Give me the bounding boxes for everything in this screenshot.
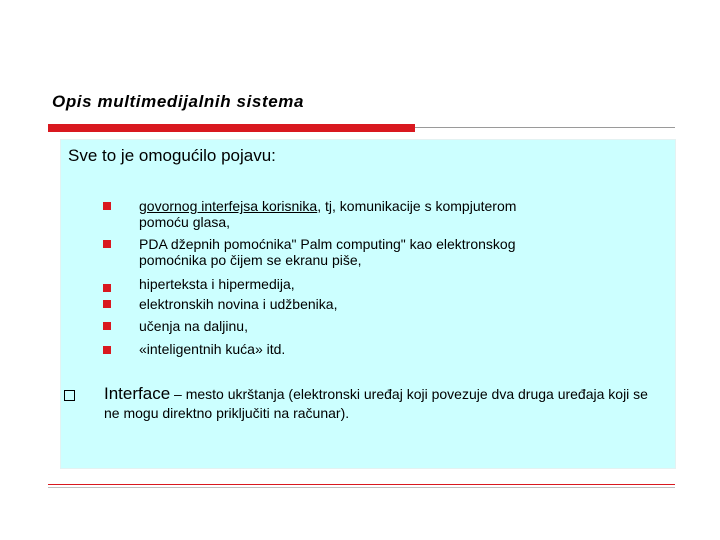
interface-description: – mesto ukrštanja (elektronski uređaj koji povezuje dva druga uređaja koji se ne mogu direktno priključiti na računar).	[104, 386, 648, 421]
bullet-text: PDA džepnih pomoćnika" Palm computing" kao elektronskog	[139, 236, 516, 252]
bullet-item: učenja na daljinu,	[139, 318, 248, 334]
interface-term: Interface	[104, 384, 171, 403]
bottom-rule-gray	[48, 487, 675, 488]
bullet-text-continued: pomoću glasa,	[139, 214, 231, 230]
bullet-marker	[103, 240, 111, 248]
bullet-marker	[103, 202, 111, 210]
interface-definition	[104, 384, 664, 423]
bullet-marker	[103, 346, 111, 354]
hollow-square-bullet	[64, 390, 75, 401]
bullet-item	[139, 198, 659, 230]
title-rule-gray	[415, 127, 675, 128]
bullet-underlined-text: govornog interfejsa korisnika	[139, 198, 318, 214]
slide-title: Opis multimedijalnih sistema	[52, 92, 305, 111]
bullet-item	[139, 236, 659, 268]
bottom-rule-red	[48, 484, 675, 485]
bullet-item: «inteligentnih kuća» itd.	[139, 341, 286, 357]
bullet-item: elektronskih novina i udžbenika,	[139, 296, 338, 312]
bullet-text: , tj, komunikacije s kompjuterom	[317, 198, 517, 214]
intro-text: Sve to je omogućilo pojavu:	[68, 146, 276, 165]
bullet-text-continued: pomoćnika po čijem se ekranu piše,	[139, 252, 362, 268]
bullet-item: hiperteksta i hipermedija,	[139, 276, 295, 292]
bullet-marker	[103, 322, 111, 330]
title-rule-red	[48, 124, 415, 132]
bullet-marker	[103, 300, 111, 308]
bullet-marker	[103, 284, 111, 292]
